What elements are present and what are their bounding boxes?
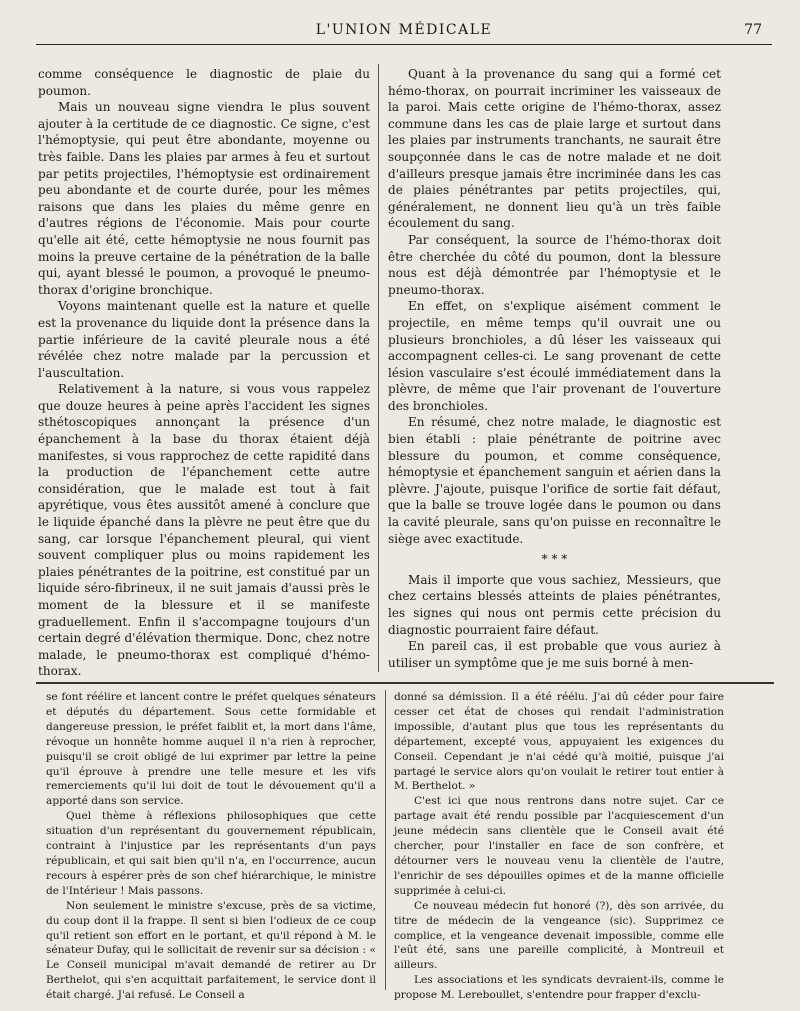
page-number: 77 bbox=[744, 22, 762, 38]
paragraph: En résumé, chez notre malade, le diagnostic est bien établi : plaie pénétrante de poitrine avec blessure du poumon, et comme conséquence, hémoptysie et épanchement sanguin et aérien dans la plèvre. J'ajoute, puisque l'orifice de sortie fait défaut, que la balle se trouve logée dans le poumon ou dans la cavité pleurale, sans qu'on puisse en reconnaître le siège avec exactitude. bbox=[388, 415, 721, 546]
upper-right-column bbox=[388, 66, 721, 671]
paragraph: Non seulement le ministre s'excuse, près de sa victime, du coup dont il la frappe. Il sent si bien l'odieux de ce coup qu'il retient son effort en le portant, et qu'il répond à M. le sénateur Dufay, qui le sollicitait de revenir sur sa décision : « Le Conseil municipal m'avait demandé de retirer au Dr Berthelot, qui s'en acquittait parfaitement, le service dont il était chargé. J'ai refusé. Le Conseil a bbox=[46, 899, 376, 1002]
paragraph: Par conséquent, la source de l'hémo-thorax doit être cherchée du côté du poumon, dont la blessure nous est déjà démontrée par l'hémoptysie et le pneumo-thorax. bbox=[388, 232, 721, 297]
section-separator: * * * bbox=[541, 552, 568, 567]
paragraph: Les associations et les syndicats devraient-ils, comme le propose M. Lereboullet, s'entendre pour frapper d'exclu- bbox=[394, 974, 724, 1002]
paragraph: comme conséquence le diagnostic de plaie du poumon. bbox=[38, 67, 370, 98]
paragraph: Mais un nouveau signe viendra le plus souvent ajouter à la certitude de ce diagnostic. Ce signe, c'est l'hémoptysie, qui peut être abondante, moyenne ou très faible. Dans les plaies par armes à feu et surtout par petits projectiles, l'hémoptysie est ordinairement peu abondante et de courte durée, pour les mêmes raisons que dans les plaies du même genre en d'autres régions de l'économie. Mais pour courte qu'elle ait été, cette hémoptysie ne nous fournit pas moins la preuve certaine de la pénétration de la balle qui, ayant blessé le poumon, a provoqué le pneumo-thorax d'origine bronchique. bbox=[38, 100, 370, 297]
paragraph: Quel thème à réflexions philosophiques que cette situation d'un représentant du gouvernement républicain, contraint à l'injustice par les représentants d'un pays républicain, et qui sait bien qu'il n'a, en l'occurrence, aucun recours à espérer près de son chef hiérarchique, le ministre de l'Intérieur ! Mais passons. bbox=[46, 810, 376, 897]
upper-left-column bbox=[38, 66, 370, 680]
paragraph: Relativement à la nature, si vous vous rappelez que douze heures à peine après l'accident les signes sthétoscopiques annonçant la présence d'un épanchement à la base du thorax étaient déjà manifestes, si vous rapprochez de cette rapidité dans la production de l'épanchement cette autre considération, que le malade est tout à fait apyrétique, vous êtes aussitôt amené à conclure que le liquide épanché dans la plèvre ne peut être que du sang, car lorsque l'épanchement pleural, qui vient souvent compliquer plus ou moins rapidement les plaies pénétrantes de la poitrine, est constitué par un liquide séro-fibrineux, il ne suit jamais d'aussi près le moment de la blessure et il se manifeste graduellement. Enfin il s'accompagne toujours d'un certain degré d'élévation thermique. Donc, chez notre malade, le pneumo-thorax est compliqué d'hémo-thorax. bbox=[38, 382, 370, 679]
running-header bbox=[36, 20, 772, 45]
paragraph: se font réélire et lancent contre le préfet quelques sénateurs et députés du département. Sous cette formidable et dangereuse pression, le préfet faiblit et, la mort dans l'âme, révoque un honnête homme auquel il n'a rien à reprocher, puisqu'il se croit obligé de lui exprimer par lettre la peine qu'il éprouve à prendre une telle mesure et les vifs remerciements qu'il lui doit de tout le dévouement qu'il a apporté dans son service. bbox=[46, 691, 376, 808]
paragraph: Quant à la provenance du sang qui a formé cet hémo-thorax, on pourrait incriminer les vaisseaux de la paroi. Mais cette origine de l'hémo-thorax, assez commune dans les cas de plaie large et surtout dans les plaies par instruments tranchants, ne saurait être soupçonnée dans le cas de notre malade et ne doit d'ailleurs presque jamais être incriminée dans les cas de plaies pénétrantes par petits projectiles, qui, généralement, ne donnent lieu qu'à un très faible écoulement du sang. bbox=[388, 67, 721, 231]
paragraph: Ce nouveau médecin fut honoré (?), dès son arrivée, du titre de médecin de la vengeance (sic). Supprimez ce complice, et la vengeance devenait impossible, comme elle l'eût été, sans une pareille complicité, à Montreuil et ailleurs. bbox=[394, 899, 724, 972]
paragraph: Voyons maintenant quelle est la nature et quelle est la provenance du liquide dont la présence dans la partie inférieure de la cavité pleurale nous a été révélée chez notre malade par la percussion et l'auscultation. bbox=[38, 299, 370, 380]
lower-right-column bbox=[394, 690, 724, 1003]
journal-title: L'UNION MÉDICALE bbox=[315, 22, 493, 38]
section-rule bbox=[36, 682, 774, 684]
paragraph: En pareil cas, il est probable que vous auriez à utiliser un symptôme que je me suis borné à men- bbox=[388, 639, 721, 670]
lower-left-column bbox=[46, 690, 376, 1003]
paragraph: C'est ici que nous rentrons dans notre sujet. Car ce partage avait été rendu possible par l'acquiescement d'un jeune médecin sans clientèle que le Conseil avait été chercher, pour l'installer en face de son confrère, et détourner vers le nouveau venu la clientèle de l'autre, l'enrichir de ses dépouilles opimes et de la manne officielle supprimée à celui-ci. bbox=[394, 795, 724, 897]
column-divider bbox=[385, 690, 386, 990]
paragraph: Mais il importe que vous sachiez, Messieurs, que chez certains blessés atteints de plaies pénétrantes, les signes qui nous ont permis cette précision du diagnostic pourraient faire défaut. bbox=[388, 572, 721, 637]
column-divider bbox=[378, 64, 379, 672]
paragraph: En effet, on s'explique aisément comment le projectile, en même temps qu'il ouvrait une ou plusieurs bronchioles, a dû léser les vaisseaux qui accompagnent celles-ci. Le sang provenant de cette lésion vasculaire s'est écoulé immédiatement dans la plèvre, de même que l'air provenant de l'ouverture des bronchioles. bbox=[388, 299, 721, 413]
paragraph: donné sa démission. Il a été réélu. J'ai dû céder pour faire cesser cet état de choses qui rendait l'administration impossible, d'autant plus que tous les représentants du département, excepté vous, appuyaient les exigences du Conseil. Cependant je n'ai cédé qu'à moitié, puisque j'ai partagé le service alors qu'on voulait le retirer tout entier à M. Berthelot. » bbox=[394, 691, 724, 793]
